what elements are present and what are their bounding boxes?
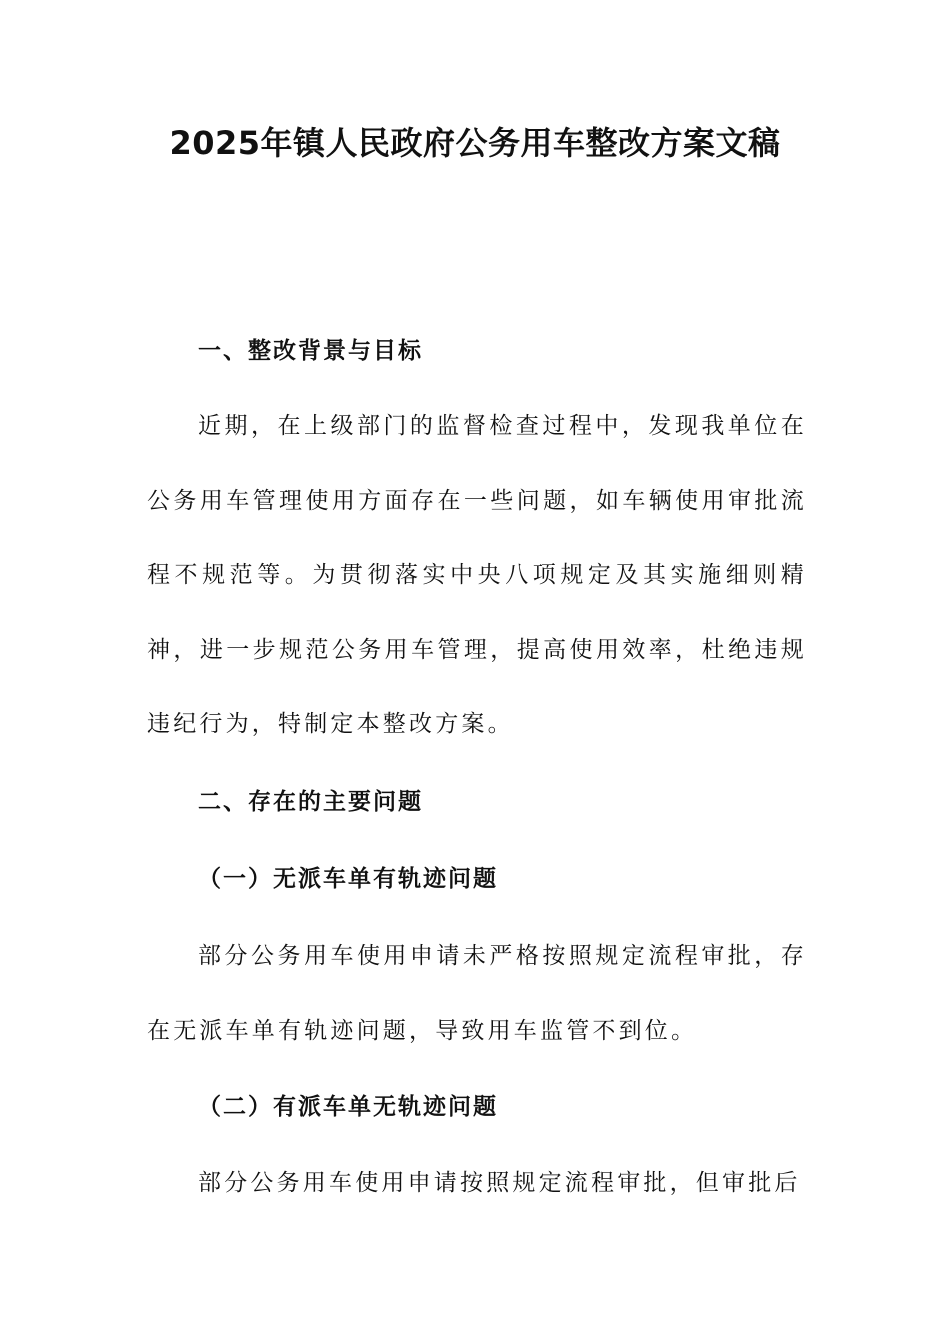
paragraph-no-dispatch-slip: 部分公务用车使用申请未严格按照规定流程审批，存在无派车单有轨迹问题，导致用车监管不到位。 xyxy=(147,943,807,1044)
subheading-no-track: （二）有派车单无轨迹问题 xyxy=(198,1093,498,1120)
document-title: 2025年镇人民政府公务用车整改方案文稿 xyxy=(169,124,781,162)
paragraph-no-track: 部分公务用车使用申请按照规定流程审批，但审批后 xyxy=(198,1170,801,1196)
section-paragraph-background: 近期，在上级部门的监督检查过程中，发现我单位在公务用车管理使用方面存在一些问题，如车辆使用审批流程不规范等。为贯彻落实中央八项规定及其实施细则精神，进一步规范公务用车管理，提高使用效率，杜绝违规违纪行为，特制定本整改方案。 xyxy=(147,413,807,737)
section-heading-problems: 二、存在的主要问题 xyxy=(198,789,423,815)
subheading-no-dispatch-slip: （一）无派车单有轨迹问题 xyxy=(198,865,498,892)
section-heading-background: 一、整改背景与目标 xyxy=(198,338,423,364)
